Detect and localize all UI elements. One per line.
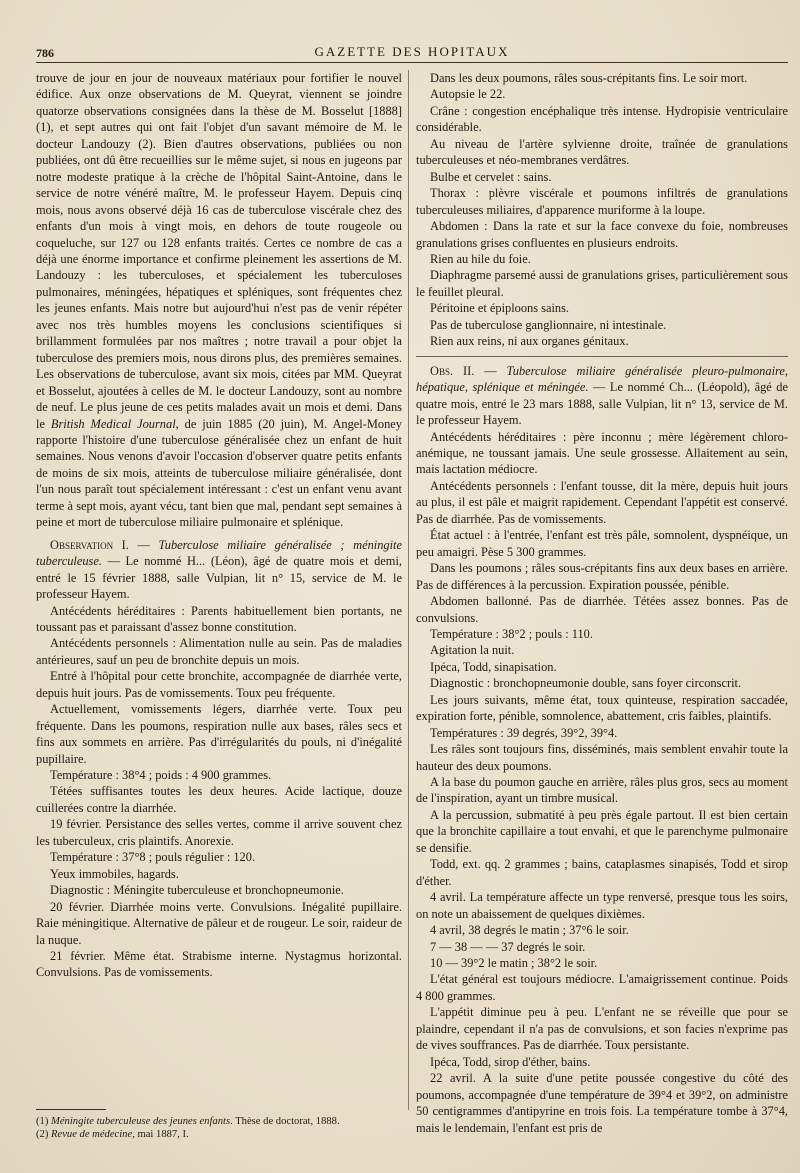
paragraph: Actuellement, vomissements légers, diarrhée verte. Toux peu fréquente. Dans les poumons, respiration nulle aux bases, râles secs et fins aux sommets en arrière. Pas d'irrégularités du pouls, ni d'inégalité pupillaire. [36,702,402,766]
temperature-line: 4 avril, 38 degrés le matin ; 37°6 le soir. [430,923,629,938]
obs-label: Obs. II. — [430,363,497,378]
journal-title: British Medical Journal [50,416,176,431]
text: , de juin 1885 (20 juin), M. Angel-Money rapporte l'histoire d'une tuberculose généralisée chez un enfant de huit semaines. Nous venons d'avoir l'occasion d'observer quatre petits enfants de moins de six mois, atteints de tuberculose miliaire généralisée, dont l'un nous paraît tout spécialement intéressant : c'est un enfant venu avant terme à sept mois, ayant vécu, tant bien que mal, pendant sept semaines à peine et mort de tuberculose miliaire pulmonaire et splénique. [36,416,402,530]
obs-label: Observation I. — [50,537,150,552]
paragraph: Température : 38°2 ; pouls : 110. [430,626,593,641]
obs-title: Tuberculose miliaire généralisée pleuro-pulmonaire, hépatique, splénique et méningée. [416,363,788,395]
paragraph: Antécédents personnels : l'enfant tousse, dit la mère, depuis huit jours au plus, il est pâle et maigrit rapidement. Cependant l'appétit est conservé. Pas de diarrhée. Pas de vomissements. [416,478,788,526]
paragraph: Les râles sont toujours fins, disséminés, mais semblent envahir toute la hauteur des deux poumons. [416,742,788,773]
paragraph: Entré à l'hôpital pour cette bronchite, accompagnée de diarrhée verte, depuis huit jours. Pas de vomissements. Toux peu fréquente. [36,669,402,700]
temperature-line: 10 — 39°2 le matin ; 38°2 le soir. [430,956,598,971]
paragraph: Abdomen ballonné. Pas de diarrhée. Tétées assez bonnes. Pas de convulsions. [416,594,788,625]
page-number: 786 [36,46,54,60]
paragraph [36,70,402,531]
running-title: GAZETTE DES HOPITAUX [314,44,510,59]
right-column [416,70,788,1136]
paragraph: Dans les deux poumons, râles sous-crépitants fins. Le soir mort. [430,71,748,85]
paragraph: Autopsie le 22. [430,87,506,102]
obs-intro: — Le nommé Ch... (Léopold), âgé de quatre mois, entré le 23 mars 1888, salle Vulpian, lit n° 13, service de M. le professeur Hayem. [416,380,788,428]
observation-heading [416,363,788,429]
paragraph: Ipéca, Todd, sirop d'éther, bains. [430,1054,591,1069]
paragraph: Diagnostic : bronchopneumonie double, sans foyer circonscrit. [430,676,742,691]
paragraph: Antécédents héréditaires : Parents habituellement bien portants, ne toussant pas et paraissant d'assez bonne constitution. [36,603,402,634]
paragraph: 4 avril. La température affecte un type renversé, presque tous les soirs, on note un abaissement de quelques dixièmes. [416,890,788,921]
paragraph: A la base du poumon gauche en arrière, râles plus gros, secs au moment de l'inspiration, ayant un timbre musical. [416,775,788,806]
paragraph: Abdomen : Dans la rate et sur la face convexe du foie, nombreuses granulations grises confluentes en plusieurs endroits. [416,219,788,250]
paragraph: Yeux immobiles, hagards. [50,866,179,881]
paragraph: Les jours suivants, même état, toux quinteuse, respiration saccadée, expiration forte, pénible, somnolence, abattement, cris faibles, plaintifs. [416,692,788,724]
paragraph: Antécédents personnels : Alimentation nulle au sein. Pas de maladies antérieures, sauf un peu de bronchite depuis un mois. [36,636,402,667]
paragraph: Crâne : congestion encéphalique très intense. Hydropisie ventriculaire considérable. [416,103,788,135]
footnote-1: (1) Méningite tuberculeuse des jeunes enfants. Thèse de doctorat, 1888. [36,1116,340,1127]
paragraph: État actuel : à l'entrée, l'enfant est très pâle, somnolent, dyspnéique, un peu amaigri. Pèse 5 300 grammes. [416,528,788,559]
column-divider [408,70,409,1110]
paragraph: Rien au hile du foie. [430,251,531,266]
paragraph: Température : 38°4 ; poids : 4 900 grammes. [50,768,272,783]
paragraph: A la percussion, submatité à peu près égale partout. Il est bien certain que la bronchite capillaire a tout envahi, et que le parenchyme pulmonaire se densifie. [416,807,788,855]
paragraph: Todd, ext. qq. 2 grammes ; bains, cataplasmes sinapisés, Todd et sirop d'éther. [416,857,788,888]
paragraph: Pas de tuberculose ganglionnaire, ni intestinale. [430,317,667,332]
left-column [36,70,402,981]
footnote-2: (2) Revue de médecine, mai 1887, I. [36,1129,189,1140]
paragraph: 21 février. Même état. Strabisme interne. Nystagmus horizontal. Convulsions. Pas de vomissements. [36,949,402,980]
header-rule [36,62,788,63]
paragraph: 22 avril. A la suite d'une petite poussée congestive du côté des poumons, accompagnée d'une température de 39°4 et 39°2, on administre 50 centigrammes d'antipyrine en trois fois. La température tombe à 37°4, mais le lendemain, l'enfant est pris de [416,1071,788,1135]
paragraph: Diaphragme parsemé aussi de granulations grises, particulièrement sous le feuillet pleural. [416,268,788,299]
paragraph: 20 février. Diarrhée moins verte. Convulsions. Inégalité pupillaire. Raie méningitique. Alternative de pâleur et de rougeur. Le soir, raideur de la nuque. [36,899,402,947]
paragraph: Bulbe et cervelet : sains. [430,169,552,184]
paragraph: Péritoine et épiploons sains. [430,301,570,316]
paragraph: Thorax : plèvre viscérale et poumons infiltrés de granulations tuberculeuses miliaires, d'apparence muriforme à la loupe. [416,186,788,217]
paragraph: Rien aux reins, ni aux organes génitaux. [430,334,629,349]
observation-heading [36,537,402,603]
paragraph: L'état général est toujours médiocre. L'amaigrissement continue. Poids 4 800 grammes. [416,972,788,1003]
paragraph: 19 février. Persistance des selles vertes, comme il arrive souvent chez les tuberculeux, cris plaintifs. Anorexie. [36,817,402,848]
paragraph: Températures : 39 degrés, 39°2, 39°4. [430,725,618,740]
paragraph: Diagnostic : Méningite tuberculeuse et bronchopneumonie. [50,883,344,898]
footnotes [36,1115,402,1141]
section-rule [416,356,788,357]
obs-intro: — Le nommé H... (Léon), âgé de quatre mois et demi, entré le 15 février 1888, salle Vulpian, lit n° 15, service de M. le professeur Hayem. [36,554,402,602]
page-header [36,40,788,62]
obs-title: Tuberculose miliaire généralisée ; méningite tuberculeuse. [36,537,402,569]
paragraph: Dans les poumons ; râles sous-crépitants fins aux deux bases en arrière. Pas de différences à la percussion. Expiration poussée, pénible. [416,561,788,592]
text: trouve de jour en jour de nouveaux matériaux pour fortifier le nouvel édifice. Aux onze observations de M. Queyrat, viennent se joindre quatorze observations consignées dans la thèse de M. Bosselut [1888] (1), et sept autres qui ont fait l'objet d'un savant mémoire de M. le docteur Landouzy (2). Bien d'autres observations, publiées ou non publiées, ont dû être recueillies sur le même sujet, si nous en jugeons par notre modeste pratique à la crèche de l'hôpital Saint-Antoine, dans le service de notre vénéré maître, M. le professeur Hayem. Depuis cinq mois, nous avons observé déjà 16 cas de tuberculose viscérale chez des enfants d'un mois à vingt mois, en dehors de toute rougeole ou coqueluche, sur 127 ou 128 enfants traités. Certes ce nombre de cas a déjà une énorme importance et confirme pleinement les assertions de M. Landouzy : les tuberculoses, et spécialement les tuberculoses pulmonaires, méningées, hépatiques et spléniques, sont fréquentes chez les jeunes enfants. Mais notre but aujourd'hui n'est pas de venir répéter avec nos très humbles moyens les conclusions scientifiques si brillamment formulées par nos maîtres ; notre travail a pour objet la tuberculose des premiers mois, nous dirons plus, des premières semaines. Les observations de tuberculose, avant six mois, citées par MM. Queyrat et Bosselut, ajoutées à celles de M. le docteur Landouzy, sont au nombre de neuf. Le plus jeune de ces petits malades avait un mois et demi. Dans le [36,71,402,431]
paragraph: L'appétit diminue peu à peu. L'enfant ne se réveille que pour se plaindre, cependant il n'a pas de convulsions, et son facies n'exprime pas de vives souffrances. Pas de diarrhée. Toux persistante. [416,1005,788,1053]
paragraph: Tétées suffisantes toutes les deux heures. Acide lactique, douze cuillerées contre la diarrhée. [36,784,402,815]
temperature-line: 7 — 38 — — 37 degrés le soir. [430,939,586,954]
paragraph: Température : 37°8 ; pouls régulier : 120. [50,850,256,865]
paragraph: Au niveau de l'artère sylvienne droite, traînée de granulations tuberculeuses et néo-membranes verdâtres. [416,136,788,168]
footnote-rule [36,1109,106,1110]
paragraph: Agitation la nuit. [430,643,515,658]
paragraph: Antécédents héréditaires : père inconnu ; mère légèrement chloro-anémique, ne toussant jamais. Une seule grossesse. Allaitement au sein, mais lactation médiocre. [416,429,788,477]
paragraph: Ipéca, Todd, sinapisation. [430,659,557,674]
